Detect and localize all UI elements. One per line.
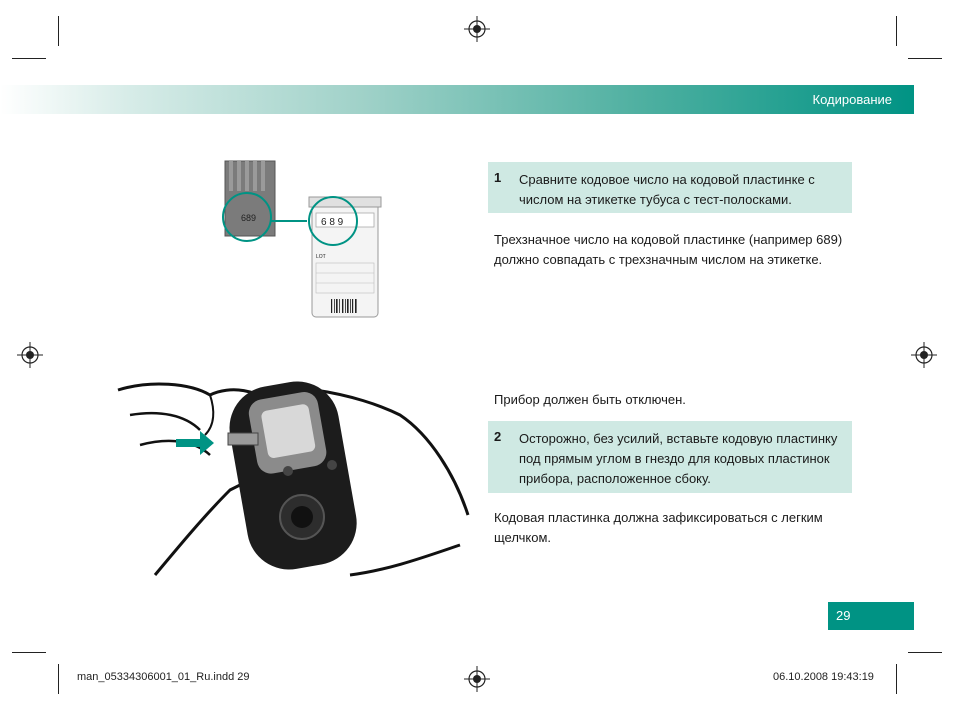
paragraph-chip-code-match: Трехзначное число на кодовой пластинке (например 689) должно совпадать с трехзначным числом на этикетке. — [494, 232, 843, 267]
crop-mark — [12, 58, 46, 59]
paragraph-chip-click: Кодовая пластинка должна зафиксироваться с легким щелчком. — [494, 510, 823, 545]
step-1-box — [488, 162, 852, 213]
registration-mark-icon — [464, 16, 490, 42]
vial-code-label: 6 8 9 — [321, 217, 344, 228]
step-2-number: 2 — [494, 429, 502, 444]
code-chip-vial-illustration — [215, 155, 385, 325]
step-1-number: 1 — [494, 170, 502, 185]
paragraph-meter-off: Прибор должен быть отключен. — [494, 392, 686, 407]
crop-mark — [896, 16, 897, 46]
registration-mark-icon — [17, 342, 43, 368]
registration-mark-icon — [464, 666, 490, 692]
crop-mark — [12, 652, 46, 653]
vial-lot-label: LOT — [316, 254, 326, 260]
footer-datetime: 06.10.2008 19:43:19 — [773, 671, 874, 683]
crop-mark — [58, 16, 59, 46]
crop-mark — [896, 664, 897, 694]
crop-mark — [58, 664, 59, 694]
crop-mark — [908, 652, 942, 653]
step-2-text: Осторожно, без усилий, вставьте кодовую пластинку под прямым углом в гнездо для кодовых пластинок прибора, расположенное сбоку. — [519, 431, 838, 486]
page-number: 29 — [836, 608, 851, 623]
crop-mark — [908, 58, 942, 59]
chip-code-label: 689 — [241, 213, 257, 223]
footer-filename: man_05334306001_01_Ru.indd 29 — [77, 671, 250, 683]
header-bar — [0, 85, 914, 114]
registration-mark-icon — [911, 342, 937, 368]
meter-insertion-illustration — [110, 375, 475, 590]
step-1-text: Сравните кодовое число на кодовой пластинке с числом на этикетке тубуса с тест-полосками. — [519, 172, 815, 207]
section-title: Кодирование — [812, 92, 892, 107]
page-number-box — [828, 602, 914, 630]
step-2-box — [488, 421, 852, 493]
